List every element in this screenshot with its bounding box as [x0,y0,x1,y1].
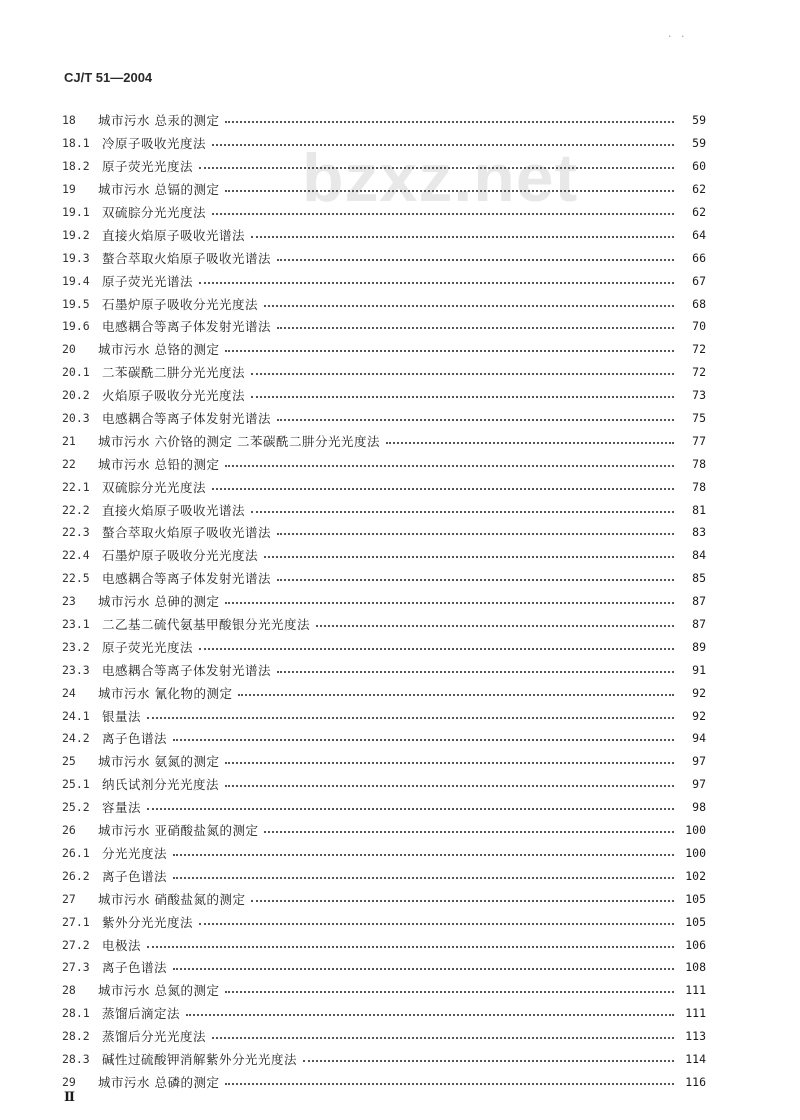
toc-entry-page-number: 113 [685,1029,706,1044]
toc-entry-number: 28.3 [62,1051,90,1066]
toc-entry-number: 22.2 [62,502,90,517]
toc-dot-leader [277,671,674,673]
toc-entry-title: 城市污水 总氮的测定 [98,983,220,999]
toc-entry-number: 21 [62,433,76,448]
toc-entry-title: 离子色谱法 [102,960,168,976]
toc-dot-leader [186,1014,674,1016]
toc-dot-leader [251,900,674,902]
toc-entry-page-number: 67 [692,273,706,288]
toc-entry-title: 城市污水 总砷的测定 [98,594,220,610]
toc-entry[interactable] [62,132,706,155]
toc-entry-page-number: 105 [685,891,706,906]
toc-entry-page-number: 92 [692,685,706,700]
toc-entry-number: 18.1 [62,136,90,151]
toc-entry-title: 螯合萃取火焰原子吸收光谱法 [102,250,272,266]
toc-entry-page-number: 98 [692,800,706,815]
toc-dot-leader [225,121,674,123]
toc-dot-leader [264,556,674,558]
toc-entry-page-number: 59 [692,136,706,151]
toc-dot-leader [386,442,674,444]
toc-entry[interactable] [62,842,706,865]
toc-dot-leader [277,327,674,329]
toc-entry-title: 城市污水 氨氮的测定 [98,754,220,770]
toc-entry-number: 28.2 [62,1029,90,1044]
toc-entry-page-number: 72 [692,365,706,380]
toc-entry-title: 分光光度法 [102,845,168,861]
toc-entry-number: 22.3 [62,525,90,540]
toc-dot-leader [225,1083,674,1085]
toc-entry[interactable] [62,246,706,269]
toc-entry-title: 二乙基二硫代氨基甲酸银分光光度法 [102,617,311,633]
toc-dot-leader [238,694,674,696]
toc-dot-leader [147,946,674,948]
toc-entry-title: 蒸馏后滴定法 [102,1006,181,1022]
toc-dot-leader [277,419,674,421]
toc-entry-number: 20.2 [62,388,90,403]
toc-entry-number: 22.5 [62,571,90,586]
toc-entry-title: 电感耦合等离子体发射光谱法 [102,571,272,587]
toc-entry-number: 24 [62,685,76,700]
toc-entry-page-number: 78 [692,479,706,494]
toc-entry-title: 银量法 [102,708,142,724]
toc-entry-number: 27.2 [62,937,90,952]
toc-entry-page-number: 100 [685,823,706,838]
toc-entry[interactable] [62,1048,706,1071]
toc-entry-title: 城市污水 总汞的测定 [98,113,220,129]
toc-entry-page-number: 92 [692,708,706,723]
toc-entry-page-number: 68 [692,296,706,311]
toc-entry-number: 19.4 [62,273,90,288]
toc-entry[interactable] [62,315,706,338]
toc-entry[interactable] [62,864,706,887]
toc-entry[interactable] [62,178,706,201]
toc-entry-title: 城市污水 氰化物的测定 [98,685,233,701]
toc-entry-number: 24.2 [62,731,90,746]
toc-entry-title: 电极法 [102,937,142,953]
toc-entry-number: 27 [62,891,76,906]
toc-entry-title: 直接火焰原子吸收光谱法 [102,227,246,243]
toc-entry[interactable] [62,567,706,590]
toc-entry-page-number: 91 [692,662,706,677]
toc-entry-title: 城市污水 总铅的测定 [98,456,220,472]
toc-entry-number: 26 [62,823,76,838]
toc-entry[interactable] [62,979,706,1002]
toc-dot-leader [212,488,674,490]
toc-entry-page-number: 64 [692,227,706,242]
toc-entry-page-number: 111 [685,1006,706,1021]
toc-entry[interactable] [62,796,706,819]
toc-entry-number: 19.1 [62,205,90,219]
toc-entry-page-number: 75 [692,411,706,426]
toc-dot-leader [264,305,674,307]
toc-entry-number: 25 [62,754,76,769]
toc-entry-number: 27.1 [62,914,90,929]
toc-entry[interactable] [62,910,706,933]
toc-dot-leader [277,579,674,581]
toc-entry-title: 冷原子吸收光度法 [102,136,207,152]
toc-dot-leader [225,785,674,787]
toc-entry[interactable] [62,361,706,384]
toc-entry-page-number: 116 [685,1074,706,1089]
toc-entry-number: 28.1 [62,1006,90,1021]
toc-entry-number: 19 [62,182,76,197]
toc-entry-title: 原子荧光光谱法 [102,273,194,289]
toc-entry-number: 20.1 [62,365,90,380]
table-of-contents [62,109,706,1093]
toc-dot-leader [251,511,674,513]
toc-entry[interactable] [62,155,706,178]
toc-dot-leader [225,991,674,993]
toc-dot-leader [199,282,674,284]
toc-dot-leader [147,717,674,719]
toc-entry-title: 城市污水 六价铬的测定 二苯碳酰二肼分光光度法 [98,433,380,449]
toc-entry-page-number: 111 [685,983,706,998]
toc-entry-page-number: 87 [692,617,706,632]
toc-entry-title: 电感耦合等离子体发射光谱法 [102,411,272,427]
toc-dot-leader [199,923,674,925]
toc-entry[interactable] [62,429,706,452]
toc-entry-number: 20 [62,342,76,357]
toc-dot-leader [251,373,674,375]
toc-dot-leader [251,236,674,238]
toc-entry-page-number: 66 [692,250,706,265]
toc-entry[interactable] [62,338,706,361]
toc-entry-page-number: 83 [692,525,706,540]
toc-entry-number: 29 [62,1074,76,1089]
toc-entry-page-number: 87 [692,594,706,609]
toc-entry[interactable] [62,1070,706,1093]
toc-entry-page-number: 100 [685,845,706,860]
toc-entry-number: 19.3 [62,250,90,265]
toc-entry[interactable] [62,292,706,315]
toc-entry[interactable] [62,750,706,773]
toc-entry-page-number: 102 [685,868,706,883]
toc-entry-page-number: 97 [692,754,706,769]
toc-dot-leader [173,877,674,879]
toc-entry-title: 石墨炉原子吸收分光光度法 [102,548,259,564]
toc-entry[interactable] [62,544,706,567]
toc-dot-leader [225,190,674,192]
toc-entry[interactable] [62,521,706,544]
toc-dot-leader [173,854,674,856]
toc-entry[interactable] [62,1002,706,1025]
toc-entry-title: 原子荧光光度法 [102,159,194,175]
toc-entry-number: 23.2 [62,639,90,654]
toc-entry[interactable] [62,452,706,475]
toc-entry-title: 离子色谱法 [102,868,168,884]
toc-entry-title: 原子荧光光度法 [102,639,194,655]
toc-entry-number: 23.1 [62,617,90,632]
toc-dot-leader [212,1037,674,1039]
toc-dot-leader [225,350,674,352]
toc-entry-page-number: 84 [692,548,706,563]
toc-entry-number: 23.3 [62,662,90,677]
toc-dot-leader [212,213,674,215]
toc-entry-number: 25.2 [62,800,90,815]
toc-entry-page-number: 114 [685,1051,706,1066]
toc-dot-leader [316,625,674,627]
toc-entry-number: 22.4 [62,548,90,563]
toc-entry-number: 19.2 [62,227,90,242]
toc-dot-leader [277,533,674,535]
toc-entry-page-number: 105 [685,914,706,929]
toc-entry-page-number: 89 [692,639,706,654]
toc-entry-title: 石墨炉原子吸收分光光度法 [102,296,259,312]
toc-entry-page-number: 62 [692,182,706,197]
toc-entry-title: 紫外分光光度法 [102,914,194,930]
toc-dot-leader [225,602,674,604]
toc-entry-number: 22 [62,456,76,471]
toc-dot-leader [303,1060,674,1062]
toc-entry[interactable] [62,956,706,979]
page-folio: Ⅱ [64,1090,75,1105]
toc-entry-number: 19.6 [62,319,90,334]
toc-dot-leader [251,396,674,398]
toc-entry-page-number: 94 [692,731,706,746]
toc-dot-leader [199,167,674,169]
toc-entry[interactable] [62,887,706,910]
toc-dot-leader [264,831,674,833]
toc-entry-title: 电感耦合等离子体发射光谱法 [102,662,272,678]
toc-entry-number: 25.1 [62,777,90,792]
toc-entry[interactable] [62,109,706,132]
toc-entry-title: 双硫腙分光光度法 [102,205,207,220]
toc-entry-number: 28 [62,983,76,998]
toc-entry-title: 城市污水 硝酸盐氮的测定 [98,891,246,907]
toc-entry-page-number: 108 [685,960,706,975]
toc-entry-number: 18.2 [62,159,90,174]
toc-entry-title: 双硫腙分光光度法 [102,479,207,495]
toc-entry[interactable] [62,727,706,750]
toc-entry-number: 24.1 [62,708,90,723]
toc-dot-leader [147,808,674,810]
toc-entry-title: 火焰原子吸收分光光度法 [102,388,246,404]
toc-entry-page-number: 85 [692,571,706,586]
toc-dot-leader [212,144,674,146]
corner-mark: · · [668,30,688,43]
toc-entry-title: 城市污水 总铬的测定 [98,342,220,358]
toc-dot-leader [199,648,674,650]
toc-entry[interactable] [62,269,706,292]
toc-entry-page-number: 106 [685,937,706,952]
toc-entry[interactable] [62,384,706,407]
toc-entry-page-number: 77 [692,433,706,448]
toc-entry-page-number: 59 [692,113,706,128]
toc-dot-leader [277,259,674,261]
toc-dot-leader [173,739,674,741]
toc-entry-title: 直接火焰原子吸收光谱法 [102,502,246,518]
toc-entry-number: 19.5 [62,296,90,311]
toc-entry[interactable] [62,635,706,658]
toc-entry[interactable] [62,613,706,636]
toc-dot-leader [225,762,674,764]
toc-entry-number: 18 [62,113,76,128]
toc-entry-page-number: 97 [692,777,706,792]
toc-entry-title: 容量法 [102,800,142,816]
toc-entry-number: 27.3 [62,960,90,975]
toc-entry-page-number: 72 [692,342,706,357]
toc-entry-title: 碱性过硫酸钾消解紫外分光光度法 [102,1051,298,1067]
toc-entry-title: 城市污水 亚硝酸盐氮的测定 [98,823,259,839]
toc-entry[interactable] [62,590,706,613]
toc-entry-page-number: 81 [692,502,706,517]
watermark-text: bzxz.net [302,140,579,216]
toc-entry[interactable] [62,933,706,956]
toc-entry-title: 蒸馏后分光光度法 [102,1029,207,1045]
toc-entry[interactable] [62,407,706,430]
toc-entry-title: 城市污水 总镉的测定 [98,182,220,198]
toc-entry[interactable] [62,201,706,224]
toc-dot-leader [173,968,674,970]
toc-entry-title: 离子色谱法 [102,731,168,747]
toc-entry-page-number: 60 [692,159,706,174]
toc-entry-number: 22.1 [62,479,90,494]
toc-entry-page-number: 78 [692,456,706,471]
toc-entry[interactable] [62,498,706,521]
toc-entry-title: 城市污水 总磷的测定 [98,1074,220,1090]
toc-entry[interactable] [62,704,706,727]
toc-entry[interactable] [62,1025,706,1048]
toc-entry[interactable] [62,681,706,704]
toc-entry[interactable] [62,223,706,246]
toc-entry-number: 26.2 [62,868,90,883]
toc-dot-leader [225,465,674,467]
standard-code-header: CJ/T 51—2004 [64,70,153,85]
toc-entry-title: 螯合萃取火焰原子吸收光谱法 [102,525,272,541]
toc-entry-page-number: 70 [692,319,706,334]
toc-entry[interactable] [62,475,706,498]
toc-entry-number: 23 [62,594,76,609]
toc-entry-title: 二苯碳酰二肼分光光度法 [102,365,246,381]
toc-entry-number: 26.1 [62,845,90,860]
toc-entry[interactable] [62,658,706,681]
toc-entry-number: 20.3 [62,411,90,426]
toc-entry[interactable] [62,819,706,842]
toc-entry[interactable] [62,773,706,796]
toc-entry-page-number: 73 [692,388,706,403]
toc-entry-title: 电感耦合等离子体发射光谱法 [102,319,272,335]
toc-entry-page-number: 62 [692,205,706,219]
toc-entry-title: 纳氏试剂分光光度法 [102,777,220,793]
